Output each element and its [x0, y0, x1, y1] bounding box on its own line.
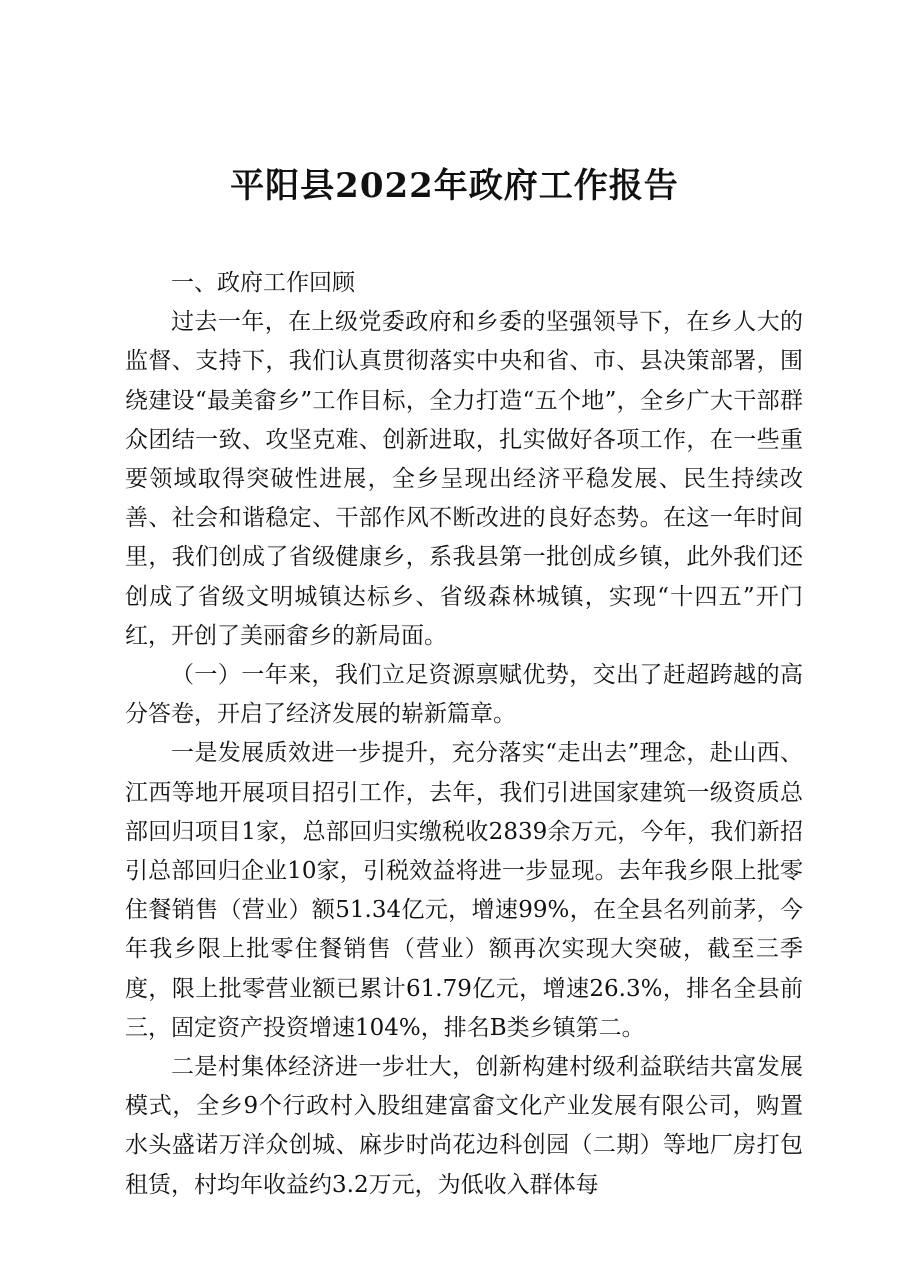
paragraph-development-quality: 一是发展质效进一步提升，充分落实“走出去”理念，赴山西、江西等地开展项目招引工作，去年，我们引进国家建筑一级资质总部回归项目1家，总部回归实缴税收2839余万元，今年，我们新招引总部回归企业10家，引税效益将进一步显现。去年我乡限上批零住餐销售（营业）额51.34亿元，增速99%，在全县名列前茅，今年我乡限上批零住餐销售（营业）额再次实现大突破，截至三季度，限上批零营业额已累计61.79亿元，增速26.3%，排名全县前三，固定资产投资增速104%，排名B类乡镇第二。	[125, 740, 803, 1041]
paragraph-overview: 过去一年，在上级党委政府和乡委的坚强领导下，在乡人大的监督、支持下，我们认真贯彻落实中央和省、市、县决策部署，围绕建设“最美畲乡”工作目标，全力打造“五个地”，全乡广大干部群众团结一致、攻坚克难、创新进取，扎实做好各项工作，在一些重要领域取得突破性进展，全乡呈现出经济平稳发展、民生持续改善、社会和谐稳定、干部作风不断改进的良好态势。在这一年时间里，我们创成了省级健康乡，系我县第一批创成乡镇，此外我们还创成了省级文明城镇达标乡、省级森林城镇，实现“十四五”开门红，开创了美丽畲乡的新局面。	[125, 309, 803, 649]
document-body	[125, 264, 803, 1205]
section-heading: 一、政府工作回顾	[171, 270, 355, 296]
paragraph-village-economy: 二是村集体经济进一步壮大，创新构建村级利益联结共富发展模式，全乡9个行政村入股组建富畲文化产业发展有限公司，购置水头盛诺万洋众创城、麻步时尚花边科创园（二期）等地厂房打包租赁，村均年收益约3.2万元，为低收入群体每	[125, 1054, 803, 1198]
paragraph-subsection-one: （一）一年来，我们立足资源禀赋优势，交出了赶超跨越的高分答卷，开启了经济发展的崭新篇章。	[125, 662, 803, 728]
document-title: 平阳县2022年政府工作报告	[230, 166, 679, 206]
